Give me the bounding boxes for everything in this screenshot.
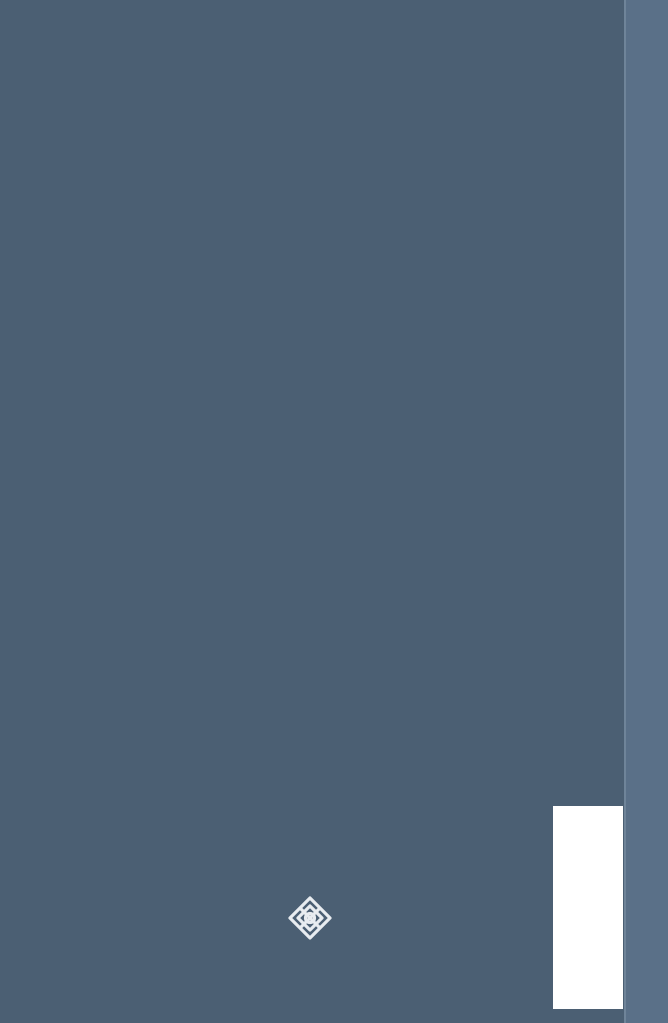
spine-edge bbox=[624, 0, 668, 1023]
publisher-logo bbox=[0, 895, 620, 943]
knot-emblem-icon bbox=[287, 895, 333, 941]
isbn-digit-group-1 bbox=[559, 834, 579, 914]
isbn-barcode bbox=[553, 806, 623, 1009]
isbn-digit-prefix bbox=[559, 808, 579, 828]
isbn-digits bbox=[559, 806, 579, 1009]
isbn-digit-group-2 bbox=[559, 922, 579, 1004]
